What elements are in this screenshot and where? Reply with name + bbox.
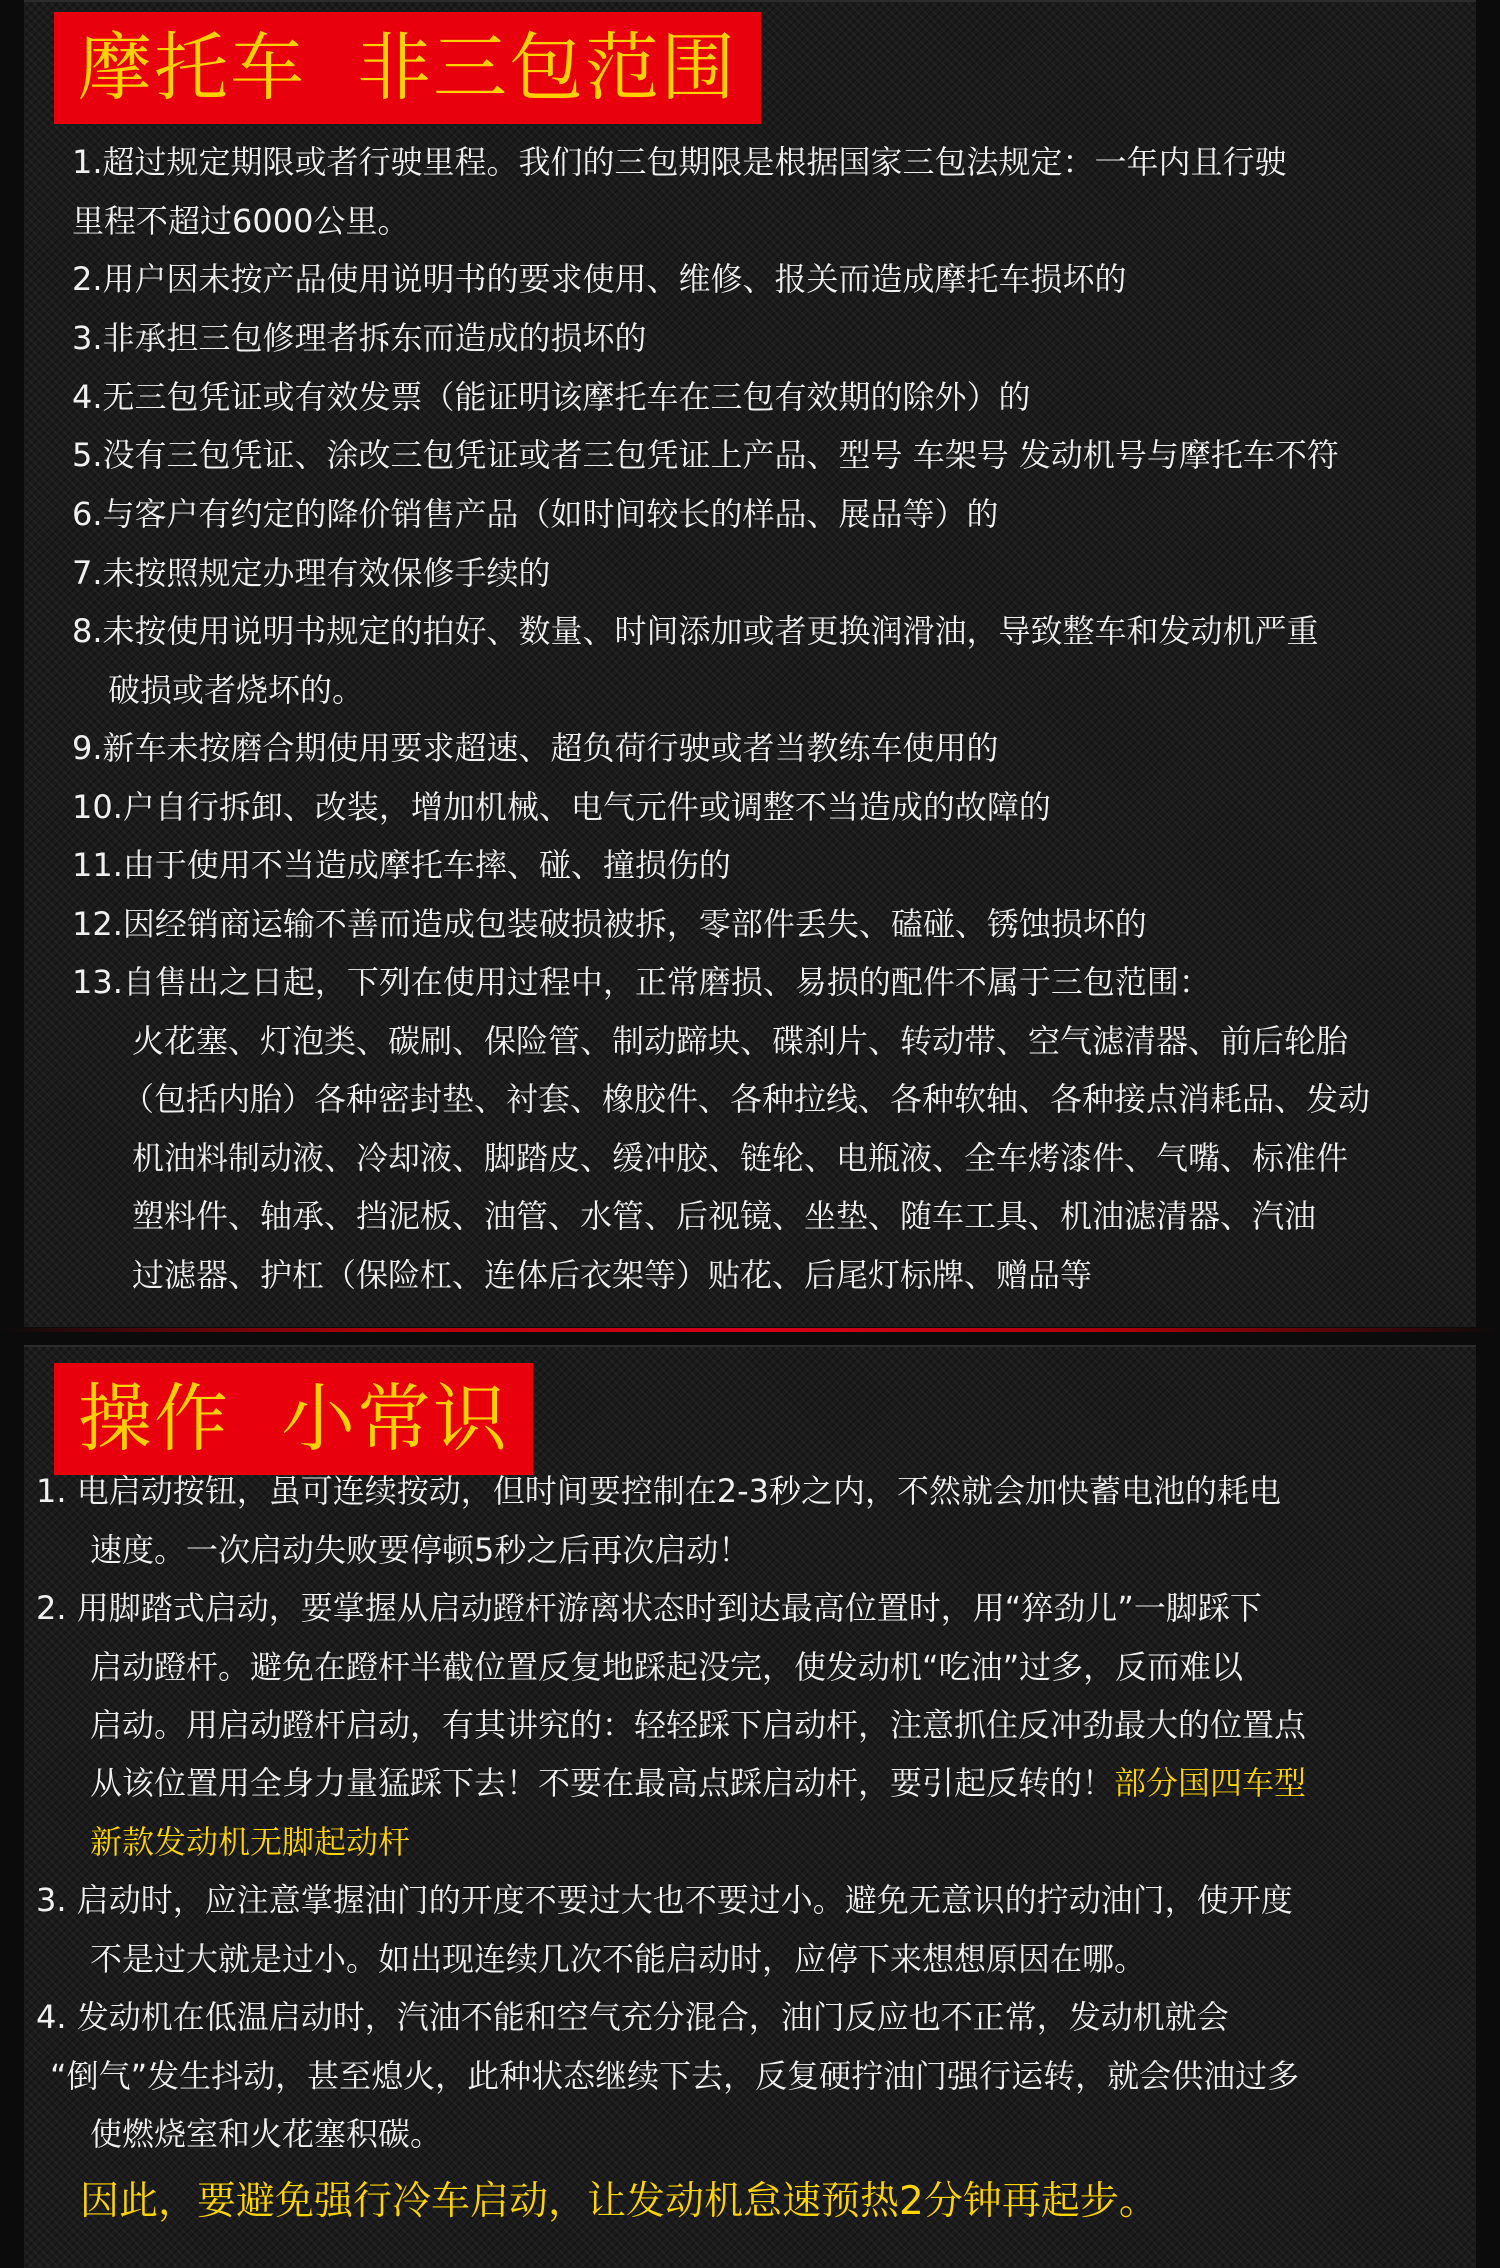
item-list (24, 2, 1476, 1327)
tip-line: “倒气”发生抖动，甚至熄火，此种状态继续下去，反复硬拧油门强行运转，就会供油过多 (50, 2057, 1300, 2095)
list-item: 8.未按使用说明书规定的拍好、数量、时间添加或者更换润滑油，导致整车和发动机严重 (72, 612, 1319, 650)
tip-line: 4. 发动机在低温启动时，汽油不能和空气充分混合，油门反应也不正常，发动机就会 (36, 1998, 1229, 2036)
parts-line: 过滤器、护杠（保险杠、连体后衣架等）贴花、后尾灯标牌、赠品等 (132, 1256, 1093, 1294)
tip-line: 启动。用启动蹬杆启动，有其讲究的：轻轻踩下启动杆，注意抓住反冲劲最大的位置点 (90, 1706, 1307, 1744)
list-item: 11.由于使用不当造成摩托车摔、碰、撞损伤的 (72, 846, 731, 884)
tip-line (90, 1761, 1306, 1805)
list-item: 9.新车未按磨合期使用要求超速、超负荷行驶或者当教练车使用的 (72, 729, 999, 767)
tip-text: 从该位置用全身力量猛踩下去！不要在最高点踩启动杆，要引起反转的！ (90, 1764, 1115, 1802)
list-item: 破损或者烧坏的。 (108, 671, 365, 709)
list-item: 4.无三包凭证或有效发票（能证明该摩托车在三包有效期的除外）的 (72, 378, 1031, 416)
list-item: 13.自售出之日起，下列在使用过程中，正常磨损、易损的配件不属于三包范围： (72, 963, 1211, 1001)
list-item: 里程不超过6000公里。 (72, 202, 410, 240)
list-item: 5.没有三包凭证、涂改三包凭证或者三包凭证上产品、型号 车架号 发动机号与摩托车不符 (72, 436, 1339, 474)
parts-line: 火花塞、灯泡类、碳刷、保险管、制动蹄块、碟刹片、转动带、空气滤清器、前后轮胎 (132, 1022, 1349, 1060)
tip-list (24, 1347, 1476, 2268)
tip-line: 速度。一次启动失败要停顿5秒之后再次启动！ (90, 1531, 751, 1569)
tip-line: 2. 用脚踏式启动，要掌握从启动蹬杆游离状态时到达最高位置时，用“猝劲儿”一脚踩下 (36, 1589, 1262, 1627)
highlight-note: 新款发动机无脚起动杆 (90, 1823, 411, 1861)
list-item: 10.户自行拆卸、改装，增加机械、电气元件或调整不当造成的故障的 (72, 788, 1051, 826)
parts-line: 塑料件、轴承、挡泥板、油管、水管、后视镜、坐垫、随车工具、机油滤清器、汽油 (132, 1197, 1317, 1235)
list-item: 12.因经销商运输不善而造成包装破损被拆，零部件丢失、磕碰、锈蚀损坏的 (72, 905, 1147, 943)
section-operation-tips (24, 1345, 1476, 2268)
tip-line: 启动蹬杆。避免在蹬杆半截位置反复地踩起没完，使发动机“吃油”过多，反而难以 (90, 1648, 1244, 1686)
section-title: 操作 小常识 (54, 1363, 533, 1475)
tip-line: 1. 电启动按钮，虽可连续按动，但时间要控制在2-3秒之内，不然就会加快蓄电池的耗电 (36, 1472, 1281, 1510)
tip-line: 不是过大就是过小。如出现连续几次不能启动时，应停下来想想原因在哪。 (90, 1940, 1147, 1978)
tip-line: 3. 启动时，应注意掌握油门的开度不要过大也不要过小。避免无意识的拧动油门，使开度 (36, 1881, 1293, 1919)
section-divider (0, 1328, 1500, 1332)
list-item: 6.与客户有约定的降价销售产品（如时间较长的样品、展品等）的 (72, 495, 999, 533)
tip-line: 使燃烧室和火花塞积碳。 (90, 2115, 443, 2153)
list-item: 2.用户因未按产品使用说明书的要求使用、维修、报关而造成摩托车损坏的 (72, 260, 1127, 298)
parts-line: （包括内胎）各种密封垫、衬套、橡胶件、各种拉线、各种软轴、各种接点消耗品、发动 (122, 1080, 1371, 1118)
list-item: 3.非承担三包修理者拆东而造成的损坏的 (72, 319, 647, 357)
section-non-warranty (24, 0, 1476, 1327)
list-item: 7.未按照规定办理有效保修手续的 (72, 554, 551, 592)
conclusion-text: 因此，要避免强行冷车启动，让发动机怠速预热2分钟再起步。 (80, 2179, 1158, 2224)
highlight-note: 部分国四车型 (1114, 1764, 1307, 1802)
section-title: 摩托车 非三包范围 (54, 12, 761, 124)
parts-line: 机油料制动液、冷却液、脚踏皮、缓冲胶、链轮、电瓶液、全车烤漆件、气嘴、标准件 (132, 1139, 1349, 1177)
list-item: 1.超过规定期限或者行驶里程。我们的三包期限是根据国家三包法规定：一年内且行驶 (72, 143, 1287, 181)
